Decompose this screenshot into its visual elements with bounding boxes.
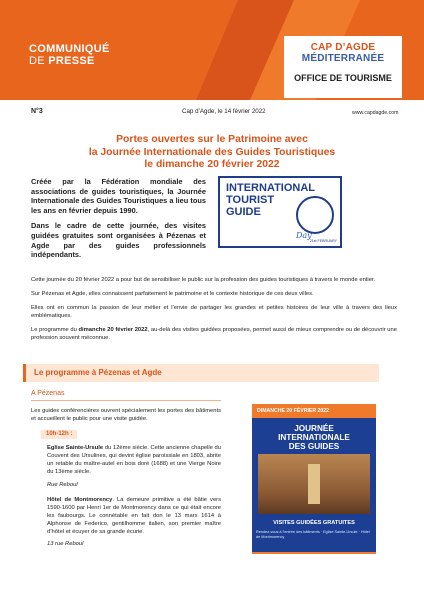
kicker-line-2: DE PRESSE: [29, 55, 95, 67]
subsection-divider: [31, 400, 221, 401]
poster-photo: [258, 454, 370, 514]
time-badge: 10h-12h :: [41, 430, 77, 440]
logo-line-2: MÉDITERRANÉE: [301, 53, 385, 64]
body-text: [31, 276, 397, 348]
logo-line-1: CAP D’AGDE: [310, 42, 376, 53]
release-place-date: Cap d’Agde, le 14 février 2022: [182, 108, 266, 115]
press-release-kicker: [29, 43, 110, 67]
release-number: N°3: [31, 108, 43, 115]
badge-script: Day: [296, 231, 312, 240]
intro-text: [31, 177, 206, 260]
poster-logos-strip: [252, 552, 376, 580]
body-paragraph: Sur Pézenas et Agde, elles connaissent parfaitement le patrimoine et le contexte historique de ces deux villes.: [31, 291, 314, 297]
entry-address: Rue Reboul: [47, 481, 78, 488]
kicker-line-1: COMMUNIQUÉ: [29, 43, 110, 55]
body-paragraph: Elles ont en commun la passion de leur métier et l’envie de partager les grandes et petites histoires de leur ville à travers des lieux emblématiques.: [31, 305, 397, 319]
body-paragraph: Le programme du dimanche 20 février 2022, au-delà des visites guidées proposées, permet aussi de mieux comprendre ou de découvrir une profession souvent méconnue.: [31, 327, 397, 341]
badge-line-3: GUIDE: [226, 206, 261, 218]
globe-icon: [296, 196, 334, 234]
poster-title: JOURNÉE INTERNATIONALE DES GUIDES: [278, 424, 350, 452]
logo-line-3: OFFICE DE TOURISME: [294, 73, 392, 83]
section-heading: Le programme à Pézenas et Agde: [23, 364, 379, 382]
page-title: Portes ouvertes sur le Patrimoine avec la Journée Internationale des Guides Touristiques le dimanche 20 février 2022: [88, 134, 336, 171]
event-poster: [252, 404, 376, 580]
subsection-heading: A Pézenas: [31, 390, 65, 397]
badge-date: 21st FEBRUARY: [309, 239, 337, 243]
tourism-office-logo: [284, 36, 402, 98]
badge-line-2: TOURIST: [226, 194, 275, 206]
poster-subtitle: VISITES GUIDÉES GRATUITES: [273, 520, 355, 526]
entry-address: 13 rue Reboul: [47, 541, 84, 548]
program-entry: Hôtel de Montmorency. La demeure primitive a été bâtie vers 1590-1600 par Henri 1er de Montmorency dans ce qui était encore les faubourgs. Le connétable en fait don le 13 mars 1614 à Alphonse de Federico, gentilhomme italien, son premier maître d’hôtel et écuyer de sa grande écurie.: [47, 497, 221, 535]
international-tourist-guide-day-badge: [218, 176, 342, 248]
intro-paragraph: Dans le cadre de cette journée, des visites guidées gratuites sont organisées à Pézenas et Agde par des guides professionnels indépendants.: [31, 221, 206, 260]
pezenas-program: [31, 408, 221, 557]
badge-line-1: INTERNATIONAL: [226, 182, 316, 194]
body-paragraph: Cette journée du 20 février 2022 a pour but de sensibiliser le public sur la profession des guides touristiques à travers le monde entier.: [31, 277, 376, 283]
program-entry: Eglise Sainte-Ursule du 12ème siècle. Cette ancienne chapelle du Couvent des Ursulines, qui devint église paroissiale en 1803, abrite un retable du maître-autel en bois doré (1688) et une Vierge Noire du 13ème siècle.: [47, 445, 221, 475]
poster-top-banner: DIMANCHE 20 FÉVRIER 2022: [252, 404, 376, 418]
poster-details: Rendez-vous à l’entrée des bâtiments · Eglise Sainte-Ursule · Hôtel de Montmorency: [256, 530, 370, 539]
pezenas-intro: Les guides conférencières ouvrent spécialement les portes des bâtiments et accueillent le public pour une visite guidée.: [31, 408, 221, 422]
website-link[interactable]: www.capdagde.com: [352, 110, 399, 116]
intro-paragraph: Créée par la Fédération mondiale des associations de guides touristiques, la Journée Internationale des Guides Touristiques a lieu tous les ans en février depuis 1990.: [31, 177, 206, 215]
